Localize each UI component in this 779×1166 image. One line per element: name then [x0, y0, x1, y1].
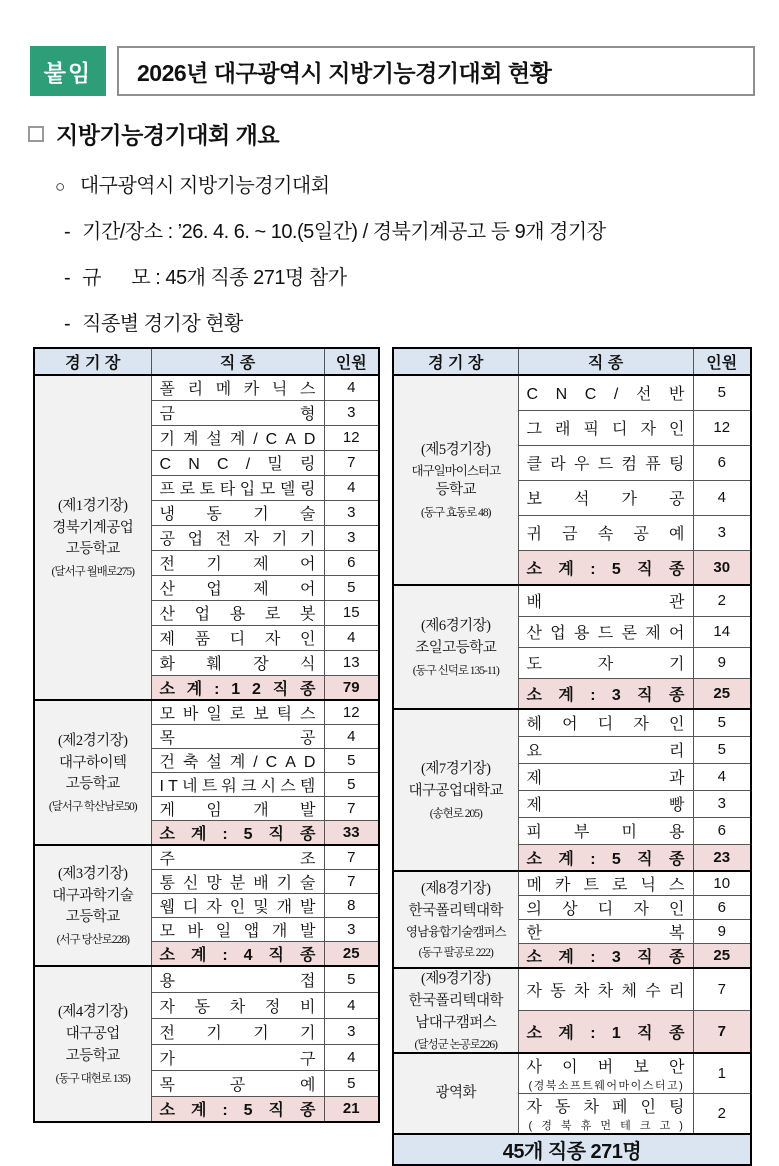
job-name: 제 과: [526, 770, 685, 787]
job-cell: [518, 375, 693, 410]
job-name: 보 석 가 공: [526, 491, 685, 508]
job-name: 메 카 트 로 닉 스: [526, 877, 685, 894]
subtotal-count: 25: [693, 944, 751, 969]
subtotal-count: 7: [693, 1011, 751, 1054]
subtotal-text: 소 계 : 1 2 직 종: [159, 680, 316, 698]
venue-name: 고등학교: [65, 1047, 120, 1064]
square-bullet-icon: [28, 126, 44, 142]
section-heading-text: 지방기능경기대회 개요: [56, 122, 280, 148]
job-name: 배 관: [526, 594, 685, 612]
subtotal-text: 소 계 : 4 직 종: [159, 947, 316, 964]
venue-name: (제1경기장): [58, 497, 128, 514]
job-cell: [151, 749, 324, 773]
job-org: ( 경 북 휴 먼 테 크 고 ): [528, 1120, 683, 1133]
venue-address: (동구 신덕로 135-11): [412, 664, 499, 677]
job-name: 자 동 차 정 비: [159, 998, 316, 1016]
job-cell: [151, 650, 324, 675]
job-cell: [151, 773, 324, 797]
count-cell: 5: [324, 575, 379, 600]
venue-name: 대구공업: [65, 1026, 120, 1043]
subtotal-label: [151, 942, 324, 967]
job-cell: [151, 870, 324, 894]
job-row: [34, 845, 379, 870]
job-cell: [151, 500, 324, 525]
job-cell: [518, 480, 693, 515]
job-name: 한 복: [526, 925, 685, 942]
job-cell: [151, 992, 324, 1018]
job-name: I T 네 트 워 크 시 스 템: [159, 778, 316, 795]
count-cell: 12: [693, 410, 751, 445]
count-cell: 9: [693, 647, 751, 678]
job-name: 제 품 디 자 인: [159, 631, 316, 648]
venue-name: (제5경기장): [421, 441, 491, 458]
venue-cell: [34, 845, 151, 966]
subtotal-text: 소 계 : 5 직 종: [159, 1102, 316, 1120]
job-name: 클 라 우 드 컴 퓨 팅: [526, 456, 685, 473]
dash-marker: -: [64, 267, 71, 289]
venue-name: 고등학교: [65, 776, 120, 793]
venue-name: 한국폴리텍대학: [408, 992, 504, 1009]
job-name: 목 공 예: [159, 1076, 316, 1094]
subtotal-label: [518, 944, 693, 969]
job-cell: [151, 845, 324, 870]
job-name: 사 이 버 보 안: [526, 1059, 685, 1077]
dash-marker: -: [64, 221, 71, 243]
attachment-badge: 붙임: [30, 46, 106, 96]
job-cell: [151, 450, 324, 475]
venue-address: (동구 효동로 48): [421, 507, 491, 520]
count-cell: 12: [324, 700, 379, 725]
venue-cell: [34, 700, 151, 845]
subtotal-text: 소 계 : 5 직 종: [159, 826, 316, 843]
subtotal-text: 소 계 : 3 직 종: [526, 949, 685, 966]
job-name: 모 바 일 로 보 틱 스: [159, 706, 316, 723]
job-row: [393, 709, 751, 736]
subtotal-label: [518, 678, 693, 709]
venue-address: (서구 당산로228): [56, 934, 129, 947]
count-cell: 1: [693, 1053, 751, 1094]
job-cell: [151, 425, 324, 450]
count-cell: 12: [324, 425, 379, 450]
count-cell: 15: [324, 600, 379, 625]
job-name: 가 구: [159, 1050, 316, 1068]
count-cell: 3: [324, 1018, 379, 1044]
venue-name: (제7경기장): [421, 761, 491, 778]
count-cell: 4: [693, 763, 751, 790]
job-row: [34, 375, 379, 400]
venue-name: 경북기계공업: [52, 519, 134, 536]
count-cell: 4: [693, 480, 751, 515]
count-cell: 4: [324, 992, 379, 1018]
job-cell: [518, 896, 693, 920]
job-cell: [151, 1018, 324, 1044]
job-row: [393, 871, 751, 896]
overview-detail-item: [64, 215, 779, 244]
column-header: 직 종: [518, 348, 693, 375]
job-name: 그 래 픽 디 자 인: [526, 421, 685, 438]
venue-name: 조일고등학교: [415, 640, 497, 656]
job-cell: [518, 647, 693, 678]
section-heading: [28, 117, 779, 150]
venue-address: (달서구 학산남로50): [48, 801, 137, 814]
job-cell: [151, 475, 324, 500]
job-name: 전 기 기 기: [159, 1024, 316, 1042]
job-cell: [151, 797, 324, 821]
overview-bullet: [55, 169, 779, 198]
job-cell: [151, 918, 324, 942]
venue-name: 광역화: [435, 1084, 477, 1101]
job-cell: [518, 763, 693, 790]
job-name: 기 계 설 계 / C A D: [159, 431, 316, 448]
count-cell: 13: [324, 650, 379, 675]
job-name: 피 부 미 용: [526, 824, 685, 841]
count-cell: 5: [324, 1070, 379, 1096]
job-cell: [151, 400, 324, 425]
venue-address: (동구 대현로 135): [55, 1072, 130, 1085]
venue-name: 대구과학기술: [52, 887, 134, 904]
job-org: ( 경 북 소 프 트 웨 어 마 이 스 터 고 ): [528, 1080, 683, 1093]
column-header: 인원: [693, 348, 751, 375]
job-row: [393, 375, 751, 410]
job-name: 금 형: [159, 406, 316, 423]
job-name: 게 임 개 발: [159, 802, 316, 819]
venue-table-right: [392, 347, 752, 1166]
job-name: 모 바 일 앱 개 발: [159, 923, 316, 940]
count-cell: 6: [693, 817, 751, 844]
subtotal-text: 소 계 : 5 직 종: [526, 850, 685, 868]
venue-name: (제4경기장): [58, 1004, 128, 1021]
subtotal-count: 79: [324, 675, 379, 700]
job-cell: [518, 616, 693, 647]
count-cell: 2: [693, 1094, 751, 1135]
job-row: [393, 585, 751, 616]
count-cell: 7: [324, 845, 379, 870]
venue-name: 남대구캠퍼스: [415, 1014, 497, 1031]
job-name: 화 훼 장 식: [159, 656, 316, 673]
job-name: C N C / 밀 링: [159, 456, 316, 473]
job-cell: [151, 575, 324, 600]
venue-name: (제2경기장): [58, 732, 128, 749]
total-cell: 45개 직종 271명: [393, 1134, 751, 1165]
count-cell: 4: [324, 375, 379, 400]
job-name: 용 접: [159, 972, 316, 990]
subtotal-text: 소 계 : 5 직 종: [526, 560, 685, 578]
venue-tables: [33, 347, 779, 1166]
venue-cell: [393, 585, 518, 709]
job-cell: [151, 725, 324, 749]
count-cell: 5: [324, 966, 379, 992]
count-cell: 4: [324, 625, 379, 650]
job-cell: [151, 525, 324, 550]
job-cell: [151, 600, 324, 625]
job-name: 건 축 설 계 / C A D: [159, 754, 316, 771]
job-cell: [518, 790, 693, 817]
venue-address: (동구 팔공로 222): [418, 946, 493, 959]
venue-name: 한국폴리텍대학: [408, 903, 504, 920]
venue-name: (제9경기장): [421, 971, 491, 987]
job-cell: [151, 625, 324, 650]
count-cell: 5: [693, 736, 751, 763]
job-name: 웹 디 자 인 및 개 발: [159, 899, 316, 916]
job-cell: [518, 410, 693, 445]
job-name: C N C / 선 반: [526, 386, 685, 404]
count-cell: 4: [324, 475, 379, 500]
job-name: 제 빵: [526, 797, 685, 814]
count-cell: 4: [324, 725, 379, 749]
venue-cell: [393, 375, 518, 585]
subtotal-label: [151, 675, 324, 700]
venue-address: (달서구 월배로275): [51, 566, 134, 579]
count-cell: 8: [324, 894, 379, 918]
venue-name: 영남융합기술캠퍼스: [405, 924, 506, 939]
subtotal-count: 21: [324, 1096, 379, 1122]
job-name: 자 동 차 차 체 수 리: [526, 983, 685, 1001]
venue-cell: [393, 968, 518, 1053]
job-name: 통 신 망 분 배 기 술: [159, 875, 316, 892]
job-cell: [518, 709, 693, 736]
subtotal-count: 30: [693, 550, 751, 585]
job-cell: [518, 871, 693, 896]
count-cell: 5: [324, 773, 379, 797]
venue-cell: [34, 966, 151, 1122]
job-cell: [151, 966, 324, 992]
job-name: 의 상 디 자 인: [526, 901, 685, 918]
overview-bullet-text: 대구광역시 지방기능경기대회: [79, 175, 330, 197]
subtotal-count: 33: [324, 821, 379, 846]
column-header: 경 기 장: [34, 348, 151, 375]
job-name: 공 업 전 자 기 기: [159, 531, 316, 548]
overview-detail-item: [64, 307, 779, 336]
count-cell: 3: [324, 400, 379, 425]
venue-cell: [34, 375, 151, 700]
job-cell: [151, 550, 324, 575]
job-cell: [518, 920, 693, 944]
venue-name: 대구공업대학교: [408, 783, 504, 799]
job-cell: [518, 515, 693, 550]
job-name: 자 동 차 페 인 팅: [526, 1099, 685, 1117]
job-name: 전 기 제 어: [159, 556, 316, 573]
venue-cell: [393, 1053, 518, 1134]
count-cell: 7: [324, 797, 379, 821]
job-cell: [518, 817, 693, 844]
count-cell: 5: [693, 375, 751, 410]
overview-detail-text: 규 모 : 45개 직종 271명 참가: [82, 267, 347, 289]
venue-cell: [393, 709, 518, 871]
job-cell: [151, 894, 324, 918]
job-cell: [151, 375, 324, 400]
job-name: 헤 어 디 자 인: [526, 716, 685, 734]
count-cell: 6: [693, 896, 751, 920]
count-cell: 5: [324, 749, 379, 773]
subtotal-count: 25: [693, 678, 751, 709]
subtotal-label: [518, 1011, 693, 1054]
job-name: 산 업 용 로 봇: [159, 606, 316, 623]
job-name: 프 로 토 타 입 모 델 링: [159, 481, 316, 498]
column-header: 직 종: [151, 348, 324, 375]
table-header-row: [393, 348, 751, 375]
job-name: 요 리: [526, 743, 685, 760]
venue-name: (제3경기장): [58, 865, 128, 882]
job-name: 산 업 제 어: [159, 581, 316, 598]
job-name: 주 조: [159, 851, 316, 868]
count-cell: 9: [693, 920, 751, 944]
count-cell: 3: [693, 515, 751, 550]
subtotal-text: 소 계 : 3 직 종: [526, 686, 685, 704]
job-cell: [151, 1070, 324, 1096]
count-cell: 2: [693, 585, 751, 616]
subtotal-text: 소 계 : 1 직 종: [526, 1025, 685, 1043]
job-cell: [518, 1053, 693, 1094]
circle-bullet-icon: ○: [55, 177, 65, 196]
job-cell: [518, 585, 693, 616]
job-row: [393, 968, 751, 1011]
subtotal-label: [151, 821, 324, 846]
count-cell: 3: [693, 790, 751, 817]
job-row: [393, 1053, 751, 1094]
column-header: 경 기 장: [393, 348, 518, 375]
dash-marker: -: [64, 313, 71, 335]
count-cell: 3: [324, 500, 379, 525]
subtotal-count: 23: [693, 844, 751, 871]
count-cell: 4: [324, 1044, 379, 1070]
count-cell: 14: [693, 616, 751, 647]
venue-name: (제8경기장): [421, 881, 491, 898]
count-cell: 3: [324, 525, 379, 550]
venue-table-left: [33, 347, 380, 1123]
job-name: 폴 리 메 카 닉 스: [159, 381, 316, 399]
count-cell: 3: [324, 918, 379, 942]
job-name: 냉 동 기 술: [159, 506, 316, 523]
title-box: [117, 46, 755, 96]
job-row: [34, 966, 379, 992]
subtotal-label: [518, 550, 693, 585]
table-header-row: [34, 348, 379, 375]
overview-detail-text: 직종별 경기장 현황: [82, 313, 243, 335]
total-row: [393, 1134, 751, 1165]
job-cell: [518, 736, 693, 763]
subtotal-label: [151, 1096, 324, 1122]
job-name: 귀 금 속 공 예: [526, 526, 685, 543]
count-cell: 6: [324, 550, 379, 575]
subtotal-label: [518, 844, 693, 871]
column-header: 인원: [324, 348, 379, 375]
overview-detail-text: 기간/장소 : ’26. 4. 6. ~ 10.(5일간) / 경북기계공고 등 9개 경기장: [82, 221, 606, 243]
job-cell: [518, 968, 693, 1011]
count-cell: 5: [693, 709, 751, 736]
job-cell: [518, 445, 693, 480]
count-cell: 10: [693, 871, 751, 896]
count-cell: 6: [693, 445, 751, 480]
venue-name: (제6경기장): [421, 618, 491, 635]
page-title: 2026년 대구광역시 지방기능경기대회 현황: [137, 59, 552, 86]
venue-name: 등학교: [435, 482, 477, 499]
overview-detail-list: [0, 215, 779, 336]
job-name: 목 공: [159, 730, 316, 747]
overview-detail-item: [64, 261, 779, 290]
job-name: 산 업 용 드 론 제 어: [526, 625, 685, 642]
venue-name: 고등학교: [65, 909, 120, 926]
job-row: [34, 700, 379, 725]
venue-name: 대구하이텍: [58, 754, 127, 771]
document-page: [0, 46, 779, 1164]
venue-address: (송현로 205): [429, 807, 482, 820]
job-cell: [151, 1044, 324, 1070]
document-header: [30, 46, 755, 96]
subtotal-count: 25: [324, 942, 379, 967]
job-cell: [151, 700, 324, 725]
venue-name: 대구일마이스터고: [411, 463, 501, 478]
job-name: 도 자 기: [526, 656, 685, 673]
venue-address: (달성군 논공로226): [414, 1039, 497, 1052]
count-cell: 7: [693, 968, 751, 1011]
venue-cell: [393, 871, 518, 968]
count-cell: 7: [324, 450, 379, 475]
job-cell: [518, 1094, 693, 1135]
venue-name: 고등학교: [65, 541, 120, 558]
count-cell: 7: [324, 870, 379, 894]
